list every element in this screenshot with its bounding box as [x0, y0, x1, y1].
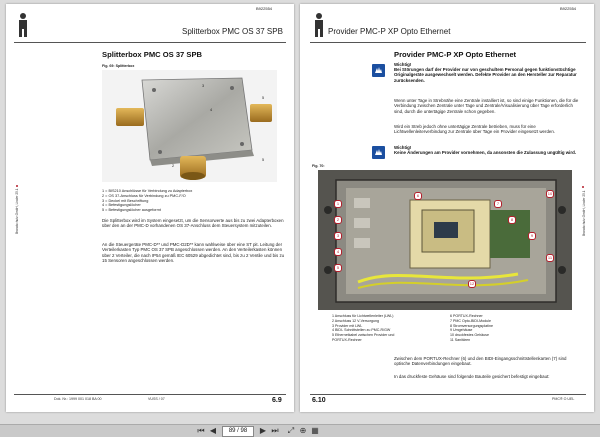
- legend-item: 2 = OS 37-Anschluss für Verbindung zu PMC-F/O: [102, 193, 186, 198]
- person-icon: [16, 12, 30, 38]
- person-icon: [312, 12, 326, 38]
- photo-callout: 2: [334, 216, 342, 224]
- paragraph: Die Splitterbox wird im System eingesetzt, um die Sensorwerte aus bis zu zwei Adapterboxen über den an der PMC-D vorhandenen OS 37-Anschluss dem Steuersystem mitzuteilen.: [102, 218, 284, 229]
- header-rule: [310, 42, 586, 43]
- doc-number: B922554: [560, 6, 577, 11]
- legend-item: 9 Umgehäuse: [450, 328, 473, 333]
- doc-number: B922554: [256, 6, 273, 11]
- paragraph: Wird ein Streb jedoch ohne untertägige Zentrale betrieben, muss für eine Lichtwellenleiterverbindung zur Zentrale über Tage ein Provider eingesetzt werden.: [394, 124, 556, 135]
- header-title: Provider PMC-P XP Opto Ethernet: [328, 27, 451, 36]
- figure-legend-right: [450, 314, 570, 343]
- warning-box: [394, 145, 580, 155]
- hand-warning-icon: [372, 146, 385, 159]
- photo-callout: 3: [202, 84, 205, 88]
- brand-dot: [16, 185, 18, 187]
- legend-item: 3 Provider mit LWL: [332, 323, 363, 328]
- next-page-icon[interactable]: ▶: [259, 426, 267, 435]
- legend-item: 4 = Befestigungslöcher: [102, 203, 141, 208]
- photo-callout: 3: [334, 232, 342, 240]
- figure-label: Fig. 69: Splitterbox: [102, 64, 135, 68]
- page-number: 6.10: [312, 397, 326, 404]
- legend-item: 5 = Befestigungslöcher ausgeformt: [102, 208, 161, 213]
- prev-page-icon[interactable]: ◀: [209, 426, 217, 435]
- paragraph: An die Steuergeräte PMC-D** und PMC-D2D** kann wahlweise über eine ST pit. Leitung der Verteilerkasten Typ PMC OS 37 SPB angeschlossen werden. An den Verteilerkasten können über 2 Verteiler, die nach IP54 gemäß IEC 60529 abgedichtet sind, bis zu 2 Ventile und bis zu 15 Sensoren angeschlossen werden.: [102, 242, 285, 264]
- footer-product: PMC® O UEL: [552, 397, 575, 401]
- figure-label: Fig. 70:: [312, 164, 325, 168]
- photo-callout: 9: [528, 232, 536, 240]
- figure-legend-left: [332, 314, 442, 343]
- warning-text: Keine Änderungen am Provider vornehmen, da ansonsten die Zulassung ungültig wird.: [394, 150, 576, 156]
- fit-icon[interactable]: ⤢: [287, 426, 295, 435]
- paragraph: Wenn unter Tage in Strebnähe eine Zentrale installiert ist, so sind einige Funktionen, die für die Verbindung zwischen Zentrale unter Tage und Zentrale/Visualisierung über Tage erforderlich sind, durch die untertägige Zentrale schon gegeben.: [394, 98, 579, 114]
- hand-warning-icon: [372, 64, 385, 77]
- legend-item: 1 Anschluss für Lichtwellenleiter (LWL): [332, 314, 394, 318]
- warning-heading: Wichtig!: [394, 145, 412, 150]
- photo-callout: 8: [508, 216, 516, 224]
- photo-callout: 2: [172, 164, 175, 168]
- photo-callout: 6: [414, 192, 422, 200]
- warning-heading: Wichtig!: [394, 62, 412, 67]
- legend-item: 11 Sanitären: [450, 337, 471, 342]
- page-title: Provider PMC-P XP Opto Ethernet: [394, 50, 517, 59]
- paragraph: Zwischen dem PORTUX-Rechner (6) und den BIDI-Eingangsschnittstellenkarten (7) sind optische Datenverbindungen eingebaut.: [394, 356, 567, 367]
- legend-item: 10 druckfestes Gehäuse: [450, 333, 489, 338]
- photo-callout: 5: [334, 264, 342, 272]
- figure-legend: [102, 189, 287, 213]
- photo-callout: 5: [262, 158, 265, 162]
- legend-item: 6 PORTUX-Rechner: [450, 314, 483, 318]
- provider-photo: [318, 170, 572, 310]
- photo-callout: 4: [334, 248, 342, 256]
- page-number-input[interactable]: [222, 426, 254, 437]
- page-number: 6.9: [272, 397, 282, 404]
- photo-callout: 1: [334, 200, 342, 208]
- photo-callout: 12: [469, 281, 475, 286]
- left-page: [6, 4, 294, 412]
- paragraph: In das druckfeste Gehäuse sind folgende Bauteile gesichert befestigt eingebaut:: [394, 374, 550, 379]
- photo-callout: 4: [210, 108, 213, 112]
- footer-version: VUSS / 07: [148, 397, 165, 401]
- legend-item: 3 = Deckel mit Beschriftung: [102, 198, 149, 203]
- photo-callout: 10: [547, 191, 553, 196]
- footer-rule: [310, 394, 586, 395]
- brand-dot: [582, 186, 584, 188]
- legend-item: 2 Anschluss 12 V-Versorgung: [332, 318, 379, 323]
- legend-item: PORTUX-Rechner: [332, 337, 362, 342]
- right-page: [300, 4, 594, 412]
- side-brand: Brandschutz GmbH, Linder 25.1: [582, 190, 586, 236]
- side-brand: Brandschutz GmbH, Linder 25.1: [15, 188, 19, 234]
- zoom-icon[interactable]: ⊕: [299, 426, 307, 435]
- warning-box: [394, 62, 580, 83]
- first-page-icon[interactable]: ⏮: [197, 426, 205, 435]
- header-rule: [14, 42, 286, 43]
- legend-item: 5 Ethernetkabel zwischen Provider und: [332, 333, 395, 338]
- photo-callout: 11: [547, 255, 553, 260]
- footer-rule: [14, 394, 286, 395]
- legend-item: 4 BIDI- Schnittstellen zu PMC-R/GW: [332, 328, 391, 333]
- photo-callout: 7: [494, 200, 502, 208]
- footer-doc-number: Dok. Nr.: 1999 001 018 BA 00: [54, 397, 102, 401]
- photo-callout: 5: [262, 96, 265, 100]
- warning-text: Bei Störungen darf der Provider nur von geschultem Personal gegen funktionstüchtige Originalgeräte ausgewechselt werden. Defekte Provider an den Hersteller zur Reparatur zurücksenden.: [394, 67, 577, 83]
- legend-item: 8 Stromversorgungsplatine: [450, 323, 493, 328]
- page-navigation-toolbar: [0, 424, 600, 437]
- last-page-icon[interactable]: ⏭: [271, 426, 279, 435]
- splitterbox-photo: [102, 70, 277, 182]
- page-title: Splitterbox PMC OS 37 SPB: [102, 50, 203, 59]
- legend-item: 1 = BIS210 Anschlüsse für Verbindung zu Adapterbox: [102, 189, 193, 193]
- legend-item: 7 PMC Opto-BIDI-Module: [450, 318, 491, 323]
- view-icon[interactable]: ▦: [311, 426, 319, 435]
- header-title: Splitterbox PMC OS 37 SPB: [182, 27, 283, 36]
